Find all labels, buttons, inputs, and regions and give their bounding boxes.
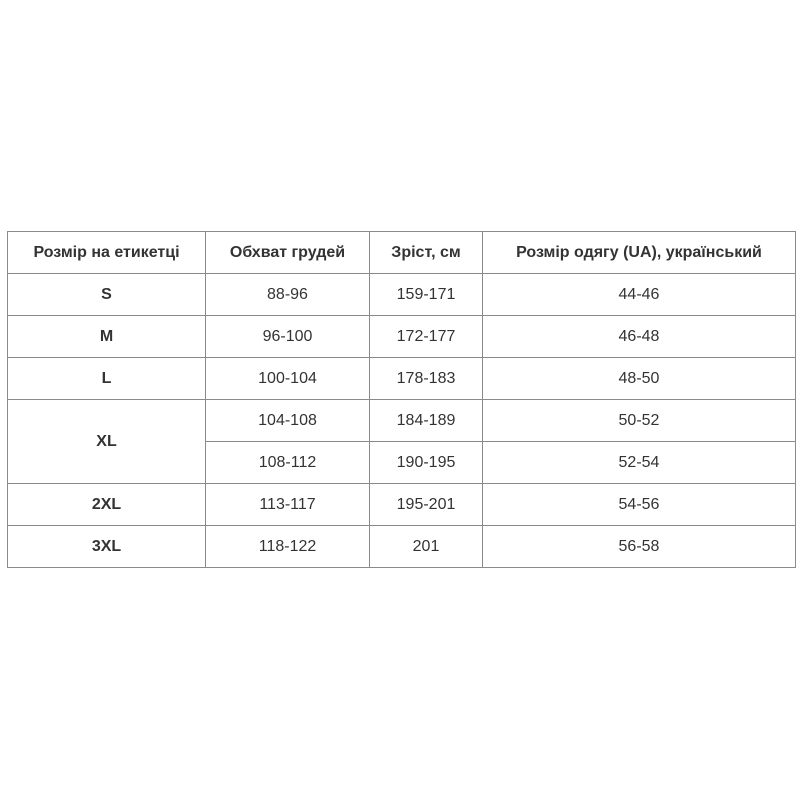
- chest-cell: 108-112: [206, 442, 370, 484]
- chest-cell: 118-122: [206, 526, 370, 568]
- ua-size-cell: 44-46: [483, 274, 796, 316]
- table-header-row: [8, 232, 796, 274]
- height-cell: 172-177: [370, 316, 483, 358]
- chest-cell: 96-100: [206, 316, 370, 358]
- ua-size-cell: 56-58: [483, 526, 796, 568]
- table-row: [8, 358, 796, 400]
- size-cell: S: [8, 274, 206, 316]
- ua-size-cell: 50-52: [483, 400, 796, 442]
- height-cell: 190-195: [370, 442, 483, 484]
- chest-cell: 104-108: [206, 400, 370, 442]
- header-ua-size: Розмір одягу (UA), український: [483, 232, 796, 274]
- chest-cell: 113-117: [206, 484, 370, 526]
- ua-size-cell: 48-50: [483, 358, 796, 400]
- table-row: [8, 274, 796, 316]
- table-row: [8, 484, 796, 526]
- header-label-size: Розмір на етикетці: [8, 232, 206, 274]
- size-table: [7, 231, 796, 568]
- table-row: [8, 400, 796, 442]
- ua-size-cell: 54-56: [483, 484, 796, 526]
- height-cell: 201: [370, 526, 483, 568]
- size-cell: XL: [8, 400, 206, 484]
- height-cell: 184-189: [370, 400, 483, 442]
- ua-size-cell: 52-54: [483, 442, 796, 484]
- ua-size-cell: 46-48: [483, 316, 796, 358]
- chest-cell: 100-104: [206, 358, 370, 400]
- table-row: [8, 526, 796, 568]
- header-chest: Обхват грудей: [206, 232, 370, 274]
- table-row: [8, 316, 796, 358]
- chest-cell: 88-96: [206, 274, 370, 316]
- height-cell: 195-201: [370, 484, 483, 526]
- size-cell: 3XL: [8, 526, 206, 568]
- height-cell: 178-183: [370, 358, 483, 400]
- size-cell: L: [8, 358, 206, 400]
- size-cell: 2XL: [8, 484, 206, 526]
- height-cell: 159-171: [370, 274, 483, 316]
- header-height: Зріст, см: [370, 232, 483, 274]
- size-chart: [7, 231, 796, 568]
- size-cell: M: [8, 316, 206, 358]
